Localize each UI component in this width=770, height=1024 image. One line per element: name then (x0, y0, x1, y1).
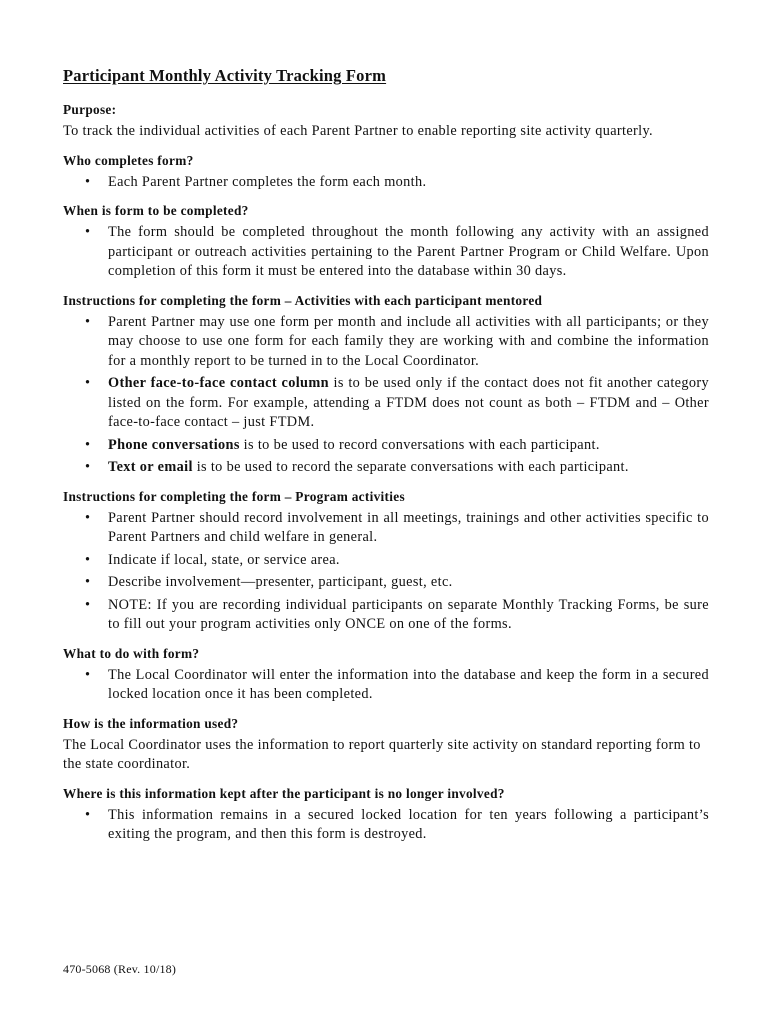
item-text: is to be used to record conversations with each participant. (239, 436, 600, 453)
list-item (63, 573, 709, 593)
bullet-list (63, 666, 709, 705)
bullet-list (63, 806, 709, 845)
section-heading: Where is this information kept after the participant is no longer involved? (63, 785, 505, 801)
list-item (63, 436, 709, 456)
item-text: Describe involvement—presenter, participant, guest, etc. (108, 574, 453, 590)
list-item (63, 374, 709, 433)
section-instructions-participant (63, 291, 709, 478)
bullet-list (63, 173, 709, 193)
item-text: is to be used only if the contact does not fit another category listed on the form. For example, attending a FTDM does not count as both – FTDM and – Other face-to-face contact – just FTDM. (108, 375, 709, 430)
list-item (63, 551, 709, 571)
item-text: is to be used to record the separate conversations with each participant. (192, 459, 629, 475)
item-text: The Local Coordinator will enter the information into the database and keep the form in a secured locked location once it has been completed. (108, 666, 709, 702)
section-heading: Instructions for completing the form – Program activities (63, 488, 405, 504)
bullet-icon: • (85, 224, 91, 240)
bullet-list (63, 313, 709, 478)
list-item (63, 509, 709, 548)
bullet-icon: • (85, 459, 91, 475)
bullet-list (63, 509, 709, 635)
list-item (63, 666, 709, 705)
item-text: Indicate if local, state, or service area. (108, 551, 340, 568)
bullet-icon: • (85, 313, 91, 330)
item-text: This information remains in a secured locked location for ten years following a participant’s exiting the program, and then this form is destroyed. (108, 806, 709, 842)
section-heading: Who completes form? (63, 152, 194, 168)
page-title: Participant Monthly Activity Tracking Form (63, 66, 387, 85)
bullet-list (63, 223, 709, 282)
bullet-icon: • (85, 436, 91, 453)
section-what-to-do (63, 644, 709, 705)
item-text: The form should be completed throughout the month following any activity with an assigned participant or outreach activities pertaining to the Parent Partner Program or Child Welfare. Upon completion of this form it must be entered into the database within 30 days. (108, 224, 709, 279)
section-how-used (63, 714, 709, 775)
item-text: NOTE: If you are recording individual participants on separate Monthly Tracking Forms, be sure to fill out your program activities only ONCE on one of the forms. (108, 596, 709, 632)
bullet-icon: • (85, 375, 91, 391)
section-heading: How is the information used? (63, 715, 239, 731)
list-item (63, 806, 709, 845)
list-item (63, 458, 709, 478)
list-item (63, 596, 709, 635)
section-instructions-program (63, 487, 709, 635)
item-text: Each Parent Partner completes the form each month. (108, 173, 427, 190)
bullet-icon: • (85, 509, 91, 526)
section-heading: What to do with form? (63, 645, 200, 661)
list-item (63, 313, 709, 372)
section-paragraph: The Local Coordinator uses the information to report quarterly site activity on standard reporting form to the state coordinator. (63, 736, 701, 772)
document-body (63, 66, 709, 854)
bold-lead: Other face-to-face contact column (108, 375, 329, 391)
item-text: Parent Partner may use one form per month and include all activities with all participants; or they may choose to use one form for each family they are working with and combine the information for a monthly report to be turned in to the Local Coordinator. (108, 313, 709, 369)
section-when-completed (63, 201, 709, 282)
bold-lead: Text or email (108, 459, 193, 475)
list-item (63, 173, 709, 193)
bullet-icon: • (85, 551, 91, 568)
bullet-icon: • (85, 574, 91, 590)
form-number-footer: 470-5068 (Rev. 10/18) (63, 962, 177, 976)
bullet-icon: • (85, 173, 91, 190)
item-text: Parent Partner should record involvement in all meetings, trainings and other activities specific to Parent Partners and child welfare in general. (108, 509, 709, 545)
bullet-icon: • (85, 596, 91, 613)
section-paragraph: To track the individual activities of each Parent Partner to enable reporting site activity quarterly. (63, 123, 653, 139)
bold-lead: Phone conversations (108, 436, 240, 453)
bullet-icon: • (85, 806, 91, 823)
section-heading: Instructions for completing the form – Activities with each participant mentored (63, 292, 543, 308)
section-purpose (63, 100, 709, 142)
section-who-completes (63, 151, 709, 193)
section-heading: When is form to be completed? (63, 203, 249, 218)
list-item (63, 223, 709, 282)
bullet-icon: • (85, 666, 91, 683)
section-where-kept (63, 784, 709, 845)
section-heading: Purpose: (63, 102, 117, 117)
